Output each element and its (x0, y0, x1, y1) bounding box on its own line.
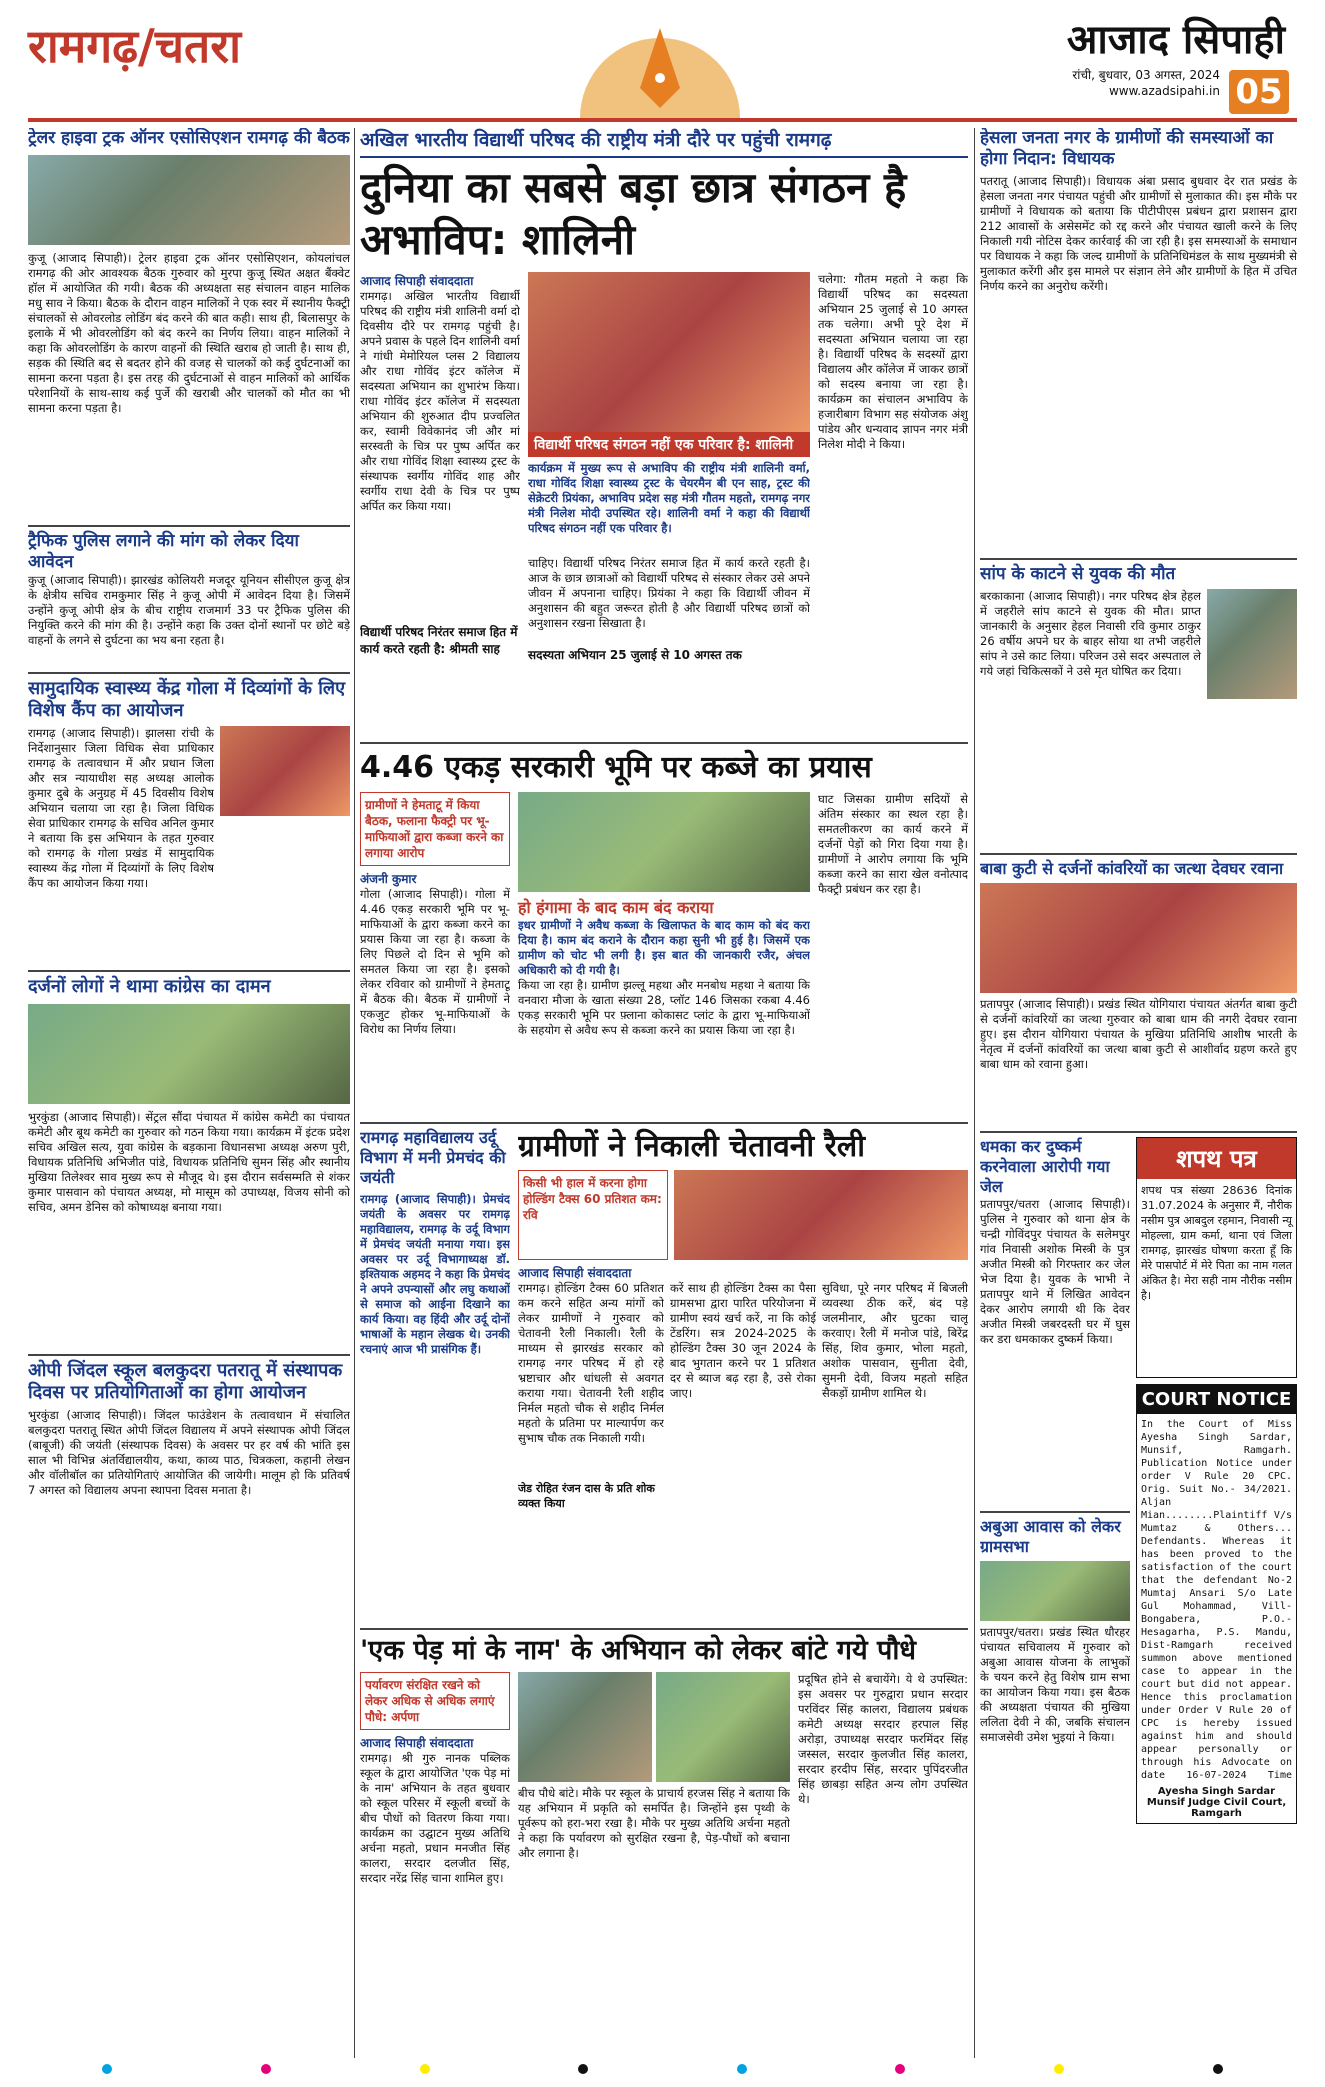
paper-name: आजाद सिपाही (1066, 16, 1285, 63)
photo-rally (674, 1170, 968, 1260)
header-rule (28, 118, 1297, 122)
black-dot-icon (578, 2064, 588, 2074)
column-left (28, 128, 350, 2058)
photo-abvp-event (528, 272, 810, 432)
tree-story (360, 1634, 968, 2054)
story-traffic-police (28, 531, 350, 668)
photo-gramsabha (980, 1561, 1130, 1621)
story-trailer-association (28, 128, 350, 521)
lead-headline: दुनिया का सबसे बड़ा छात्र संगठन है अभाविप: शालिनी (360, 163, 907, 264)
story-body: प्रतापपुर/चतरा। प्रखंड स्थित धौरहर पंचायत सचिवालय में गुरुवार को अबुआ आवास योजना के लाभुकों के चयन करने हेतु विशेष ग्राम सभा का आयोजन किया गया। इस बैठक की अध्यक्षता पंचायत की मुखिया ललिता देवी ने की, जबकि संचालन समाजसेवी उमेश भुइयां ने किया। (980, 1625, 1130, 1744)
photo-land (518, 792, 810, 892)
photo-plants-1 (518, 1672, 652, 1782)
story-body: कुजू (आजाद सिपाही)। ट्रेलर हाइवा ट्रक ऑनर एसोसिएशन, कोयलांचल रामगढ़ की ओर आवश्यक बैठक गुरुवार को मुरपा कुजू स्थित अक्षत बैंक्वेट हॉल में आयोजित की गयी। बैठक की अध्यक्षता सह संचालन वाहन मालिक मधु साव ने किया। बैठक के दौरान वाहन मालिकों ने एक स्वर में स्थानीय फैक्ट्री संचालकों से ओवरलोड लोडिंग बंद करने की बात कही। साथ ही, बिलासपुर के इलाके में भी ओवरलोडिंग को बंद करने का निर्णय लिया। वाहन मालिकों ने कहा कि ओवरलोडिंग के कारण वाहनों की स्थिति खराब हो जाती है। साथ ही, सड़क की स्थिति बद से बदतर होने की वजह से चालकों को कई दुर्घटनाओं का सामना करना पड़ता है। इस तरह की दुर्घटनाओं से वाहन मालिकों को आर्थिक परेशानियों के साथ-साथ कई पुर्जे की खराबी और चालकों को मौत का भी सामना करना पड़ता है। (28, 251, 350, 415)
affidavit-notice (1136, 1137, 1297, 1378)
story-health-camp (28, 678, 350, 966)
byline: आजाद सिपाही संवाददाता (360, 1736, 474, 1750)
story-body-mid: बीच पौधे बांटे। मौके पर स्कूल के प्राचार्य हरजस सिंह ने बताया कि यह अभियान में प्रकृति को समर्पित है। जिन्होंने इस पृथ्वी के पूर्वरूप को हरा-भरा रखा है। मौके पर मुख्य अतिथि अर्चना महतो ने कहा कि पर्यावरण को सुरक्षित रखना है, पेड़-पौधों को बचाना और लगाना है। (518, 1786, 790, 1860)
story-congress (28, 976, 350, 1350)
byline: आजाद सिपाही संवाददाता (518, 1266, 632, 1280)
headline: ट्रैफिक पुलिस लगाने की मांग को लेकर दिया आवेदन (28, 531, 299, 572)
black-dot-icon (1213, 2064, 1223, 2074)
headline: ओपी जिंदल स्कूल बलकुदरा पतरातू में संस्थापक दिवस पर प्रतियोगिताओं का होगा आयोजन (28, 1360, 343, 1403)
cyan-dot-icon (737, 2064, 747, 2074)
story-body: बरकाकाना (आजाद सिपाही)। नगर परिषद क्षेत्र हेहल में जहरीले सांप काटने से युवक की मौत। प्राप्त जानकारी के अनुसार हेहल निवासी रवि कुमार ठाकुर 26 वर्षीय अपने घर के बाहर सोया था तभी जहरीले सांप ने उसे काट लिया। परिजन उसे सदर अस्पताल ले गये जहां चिकित्सकों ने उसे मृत घोषित कर दिया। (980, 589, 1201, 678)
divider (980, 1131, 1297, 1133)
divider (360, 1122, 968, 1124)
subhead: विद्यार्थी परिषद निरंतर समाज हित में कार्य करते रहती है: श्रीमती साह (360, 625, 518, 656)
page-number: 05 (1229, 70, 1289, 114)
yellow-dot-icon (1054, 2064, 1064, 2074)
photo-caption: कार्यक्रम में मुख्य रूप से अभाविप की राष्ट्रीय मंत्री शालिनी वर्मा, राधा गोविंद शिक्षा स्वास्थ्य ट्रस्ट के चेयरमैन बी एन साह, ट्रस्ट की सेक्रेटरी प्रियंका, अभाविप प्रदेश सह मंत्री गौतम महतो, रामगढ़ नगर मंत्री निलेश मोदी उपस्थित रहे। शालिनी वर्मा ने कहा की विद्यार्थी परिषद संगठन नहीं एक परिवार है। (528, 461, 810, 535)
rally-headline: ग्रामीणों ने निकाली चेतावनी रैली (518, 1129, 866, 1164)
headline: हेसला जनता नगर के ग्रामीणों की समस्याओं का होगा निदान: विधायक (980, 128, 1274, 169)
story-body-right: चलेगा: गौतम महतो ने कहा कि विद्यार्थी परिषद का सदस्यता अभियान 25 जुलाई से 10 अगस्त तक चलेगा। अभी पूरे देश में सदस्यता अभियान चलाया जा रहा है। विद्यार्थी परिषद के सदस्यों द्वारा विद्यालय और कॉलेज में जाकर छात्रों को सदस्य बनाया जा रहा है। कार्यक्रम का संचालन अभाविप के हजारीबाग विभाग सह संयोजक अंशु पांडेय और धन्यवाद ज्ञापन नगर मंत्री निलेश मोदी ने किया। (818, 272, 968, 451)
story-body: रामगढ़ (आजाद सिपाही)। झालसा रांची के निर्देशानुसार जिला विधिक सेवा प्राधिकार रामगढ़ के तत्वावधान में और प्रधान जिला और सत्र न्यायाधीश सह अध्यक्ष आलोक कुमार दुबे के अनुग्रह में 45 दिवसीय विशेष अभियान चलाया जा रहा है। जिला विधिक सेवा प्राधिकार रामगढ़ के सचिव अनिल कुमार ने बताया कि इस अभियान के तहत गुरुवार को रामगढ़ के गोला प्रखंड में सामुदायिक स्वास्थ्य केंद्र गोला में दिव्यांगों के लिए विशेष कैंप का आयोजन किया गया। (28, 726, 214, 890)
magenta-dot-icon (261, 2064, 271, 2074)
divider (28, 970, 350, 972)
story-body: भुरकुंडा (आजाद सिपाही)। सेंट्रल सौंदा पंचायत में कांग्रेस कमेटी का पंचायत कमेटी और बूथ कमेटी का गुरुवार को गठन किया गया। कार्यक्रम में इंटक प्रदेश सचिव अखिल सत्य, युवा कांग्रेस के बड़काना विधानसभा अध्यक्ष अरुण पुरी, विधायक प्रतिनिधि अभिजीत पांडे, विधायक प्रतिनिधि सुमन सिंह और स्थानीय मुखिया तिलेश्वर साव मुख्य रूप से मौजूद थे। इस दौरान सर्वसम्मति से शंकर कुमार पासवान को पंचायत अध्यक्ष, मो मासूम को उपाध्यक्ष, विजय सोनी को सचिव, अमन डेनिस को कोषाध्यक्ष बनाया गया। (28, 1110, 350, 1214)
divider (980, 853, 1297, 855)
photo-kanwar (980, 883, 1297, 993)
court-notice (1136, 1384, 1297, 1824)
dateline: रांची, बुधवार, 03 अगस्त, 2024 (1072, 68, 1220, 82)
story-body: रामगढ़ (आजाद सिपाही)। प्रेमचंद जयंती के अवसर पर रामगढ़ महाविद्यालय, रामगढ़ के उर्दू विभाग में प्रेमचंद जयंती मनाया गया। इस अवसर पर उर्दू विभागाध्यक्ष डॉ. इश्तियाक अहमद ने कहा कि प्रेमचंद ने अपने उपन्यासों और लघु कथाओं से समाज को आईना दिखाने का कार्य किया। वह हिंदी और उर्दू दोनों भाषाओं के महान लेखक थे। उनकी रचनाएं आज भी प्रासंगिक हैं। (360, 1192, 510, 1356)
headline: सांप के काटने से युवक की मौत (980, 564, 1176, 584)
yellow-dot-icon (420, 2064, 430, 2074)
story-arrest (980, 1137, 1130, 1507)
college-story (360, 1128, 510, 1623)
rally-subhead: किसी भी हाल में करना होगा होल्डिंग टैक्स 60 प्रतिशत कम: रवि (518, 1170, 668, 1260)
photo-plants-2 (656, 1672, 790, 1782)
land-banner-caption: इधर ग्रामीणों ने अवैध कब्जा के खिलाफत के बाद काम को बंद करा दिया है। काम बंद कराने के दौरान कहा सुनी भी हुई है। जिसमें एक ग्रामीण को चोट भी लगी है। इस बात की जानकारी रजैर, अंचल अधिकारी को दी गयी है। (518, 918, 810, 977)
divider (980, 1511, 1130, 1513)
divider (28, 525, 350, 527)
photo-banner: विद्यार्थी परिषद संगठन नहीं एक परिवार है: शालिनी (528, 432, 810, 457)
land-banner: हो हंगामा के बाद काम बंद कराया (518, 898, 714, 917)
headline: बाबा कुटी से दर्जनों कांवरियों का जत्था देवघर रवाना (980, 859, 1284, 878)
rally-story (518, 1128, 968, 1623)
tree-headline: 'एक पेड़ मां के नाम' के अभियान को लेकर बांटे गये पौधे (360, 1635, 916, 1666)
story-body: प्रतापपुर (आजाद सिपाही)। प्रखंड स्थित योगियारा पंचायत अंतर्गत बाबा कुटी से दर्जनों कांवरियों का जत्था गुरुवार को बाबा धाम की नगरी देवघर रवाना हुए। इस दौरान योगियारा पंचायत के मुखिया प्रतिनिधि आशीष भारती के नेतृत्व में दर्जनों कांवरियों का जत्था बाबा कुटी से आशीर्वाद ग्रहण करते हुए बाबा धाम को रवाना हुआ। (980, 997, 1297, 1071)
story-body-right: प्रदूषित होने से बचायेंगे। ये थे उपस्थित: इस अवसर पर गुरुद्वारा प्रधान सरदार परविंदर सिंह कालरा, विद्यालय प्रबंधक कमेटी अध्यक्ष सरदार हरपाल सिंह अरोड़ा, उपाध्यक्ष सरदार फरमिंदर सिंह जस्सल, सरदार कुलजीत सिंह कालरा, सरदार हरदीप सिंह, सरदार पुपिंदरजीत सिंह छाबड़ा सहित अन्य लोग उपस्थित थे। (798, 1672, 968, 1806)
photo-meeting (28, 155, 350, 245)
headline: दर्जनों लोगों ने थामा कांग्रेस का दामन (28, 976, 271, 997)
story-abua-awas (980, 1517, 1130, 1865)
kicker: अखिल भारतीय विद्यार्थी परिषद की राष्ट्रीय मंत्री दौरे पर पहुंची रामगढ़ (360, 129, 832, 151)
court-notice-title: COURT NOTICE (1137, 1385, 1296, 1414)
divider (980, 558, 1297, 560)
headline: सामुदायिक स्वास्थ्य केंद्र गोला में दिव्यांगों के लिए विशेष कैंप का आयोजन (28, 678, 346, 721)
byline: आजाद सिपाही संवाददाता (360, 274, 474, 288)
cyan-dot-icon (102, 2064, 112, 2074)
headline: ट्रेलर हाइवा ट्रक ऑनर एसोसिएशन रामगढ़ की बैठक (28, 128, 350, 148)
affidavit-title: शपथ पत्र (1137, 1138, 1296, 1179)
membership-drive: सदस्यता अभियान 25 जुलाई से 10 अगस्त तक (528, 648, 742, 662)
story-body-right: सुविधा, पूरे नगर परिषद में बिजली व्यवस्था ठीक करें, बंद पड़े जलमीनार, और घुटका चालू करवाए। रैली में मनोज पांडे, बिरेंद्र सिंह, शिव कुमार, भोला महतो, अशोक पासवान, सुनीता देवी, सुमनी देवी, विजय महतो सहित सैकड़ों ग्रामीण शामिल थे। (822, 1281, 968, 1400)
divider (360, 742, 968, 744)
column-divider (974, 128, 975, 2058)
registration-marks (28, 2062, 1297, 2076)
divider (28, 1354, 350, 1356)
photo-victim (1207, 589, 1297, 699)
center-lead-story (360, 128, 968, 738)
story-body-mid: किया जा रहा है। ग्रामीण झल्लू महथा और मनबोध महथा ने बताया कि वनवारा मौजा के खाता संख्या 28, प्लॉट 146 जिसका रकबा 4.46 एकड़ सरकारी भूमि पर फ़्लाना कोकासट प्लांट के द्वारा भू-माफियाओं के सहयोग से अवैध रूप से कब्जा करने का प्रयास किया जा रहा है। (518, 978, 810, 1037)
headline: धमका कर दुष्कर्म करनेवाला आरोपी गया जेल (980, 1137, 1110, 1196)
story-snake (980, 564, 1297, 849)
story-body: गोला (आजाद सिपाही)। गोला में 4.46 एकड़ सरकारी भूमि पर भू-माफियाओं के द्वारा कब्जा करने का प्रयास किया जा रहा है। कब्जा के लिए पिछले दो दिन से भूमि को समतल किया जा रहा है। इसको लेकर रविवार को ग्रामीणों ने हेमताटू में बैठक की। बैठक में ग्रामीणों ने एकजुट होकर भू-माफियाओं के विरोध का निर्णय लिया। (360, 887, 510, 1036)
headline: रामगढ़ महाविद्यालय उर्दू विभाग में मनी प्रेमचंद की जयंती (360, 1128, 506, 1187)
land-subhead: ग्रामीणों ने हेमताटू में किया बैठक, फलाना फैक्ट्री पर भू-माफियाओं द्वारा कब्जा करने का लगाया आरोप (360, 792, 510, 866)
photo-camp (220, 726, 350, 816)
land-encroachment-story (360, 748, 968, 1118)
court-notice-body: In the Court of Miss Ayesha Singh Sardar, Munsif, Ramgarh. Publication Notice under order V Rule 20 CPC. Orig. Suit No.- 34/2021. Aljan Mian........Plaintiff V/s Mumtaz & Others... Defendants. Whereas it has been proved to the satisfaction of the court that the defendant No-2 Mumtaj Ansari S/o Late Gul Mohammad, Vill-Bongabera, P.O.-Hesagarha, P.S. Mandu, Dist-Ramgarh received summon above mentioned case to appear in the court but did not appear. Hence this proclamation under Order V Rule 20 of CPC is hereby issued against him and should appear personally or through his Advocate on date 16-07-2024 Time (1141, 1419, 1292, 1781)
divider (360, 1628, 968, 1630)
story-mla (980, 128, 1297, 554)
column-right (980, 128, 1297, 2058)
story-body: रामगढ़। होल्डिंग टैक्स 60 प्रतिशत कम करने सहित अन्य मांगों को लेकर ग्रामीणों ने गुरुवार को चेतावनी रैली निकाली। रैली के माध्यम से झारखंड सरकार को रामगढ़ नगर परिषद में हो रहे भ्रष्टाचार और धांधली से अवगत कराया गया। चेतावनी रैली शहीद निर्मल महतो चौक से शहीद निर्मल महतो के प्रतिमा पर माल्यार्पण कर सुभाष चौक तक निकाली गयी। (518, 1281, 664, 1445)
story-body-mid: करें साथ ही होल्डिंग टैक्स का पैसा ग्रामसभा द्वारा पारित परियोजना में ग्रामीण स्वयं खर्च करें, ना कि कोई टेंडरिंग। सत्र 2024-2025 के होल्डिंग टैक्स 30 जून 2024 के बाद भुगतान करने पर 1 प्रतिशत दर से ब्याज बढ़ रहा है, उसे रोका जाए। (670, 1281, 816, 1400)
divider (28, 672, 350, 674)
column-divider (354, 128, 355, 2058)
pen-nib-icon (560, 8, 760, 118)
story-body-mid: चाहिए। विद्यार्थी परिषद निरंतर समाज हित में कार्य करते रहती है। आज के छात्र छात्राओं को विद्यार्थी परिषद से संस्कार लेकर उसे अपने जीवन में अपनाना चाहिए। प्रियंका ने कहा कि विद्यार्थी जीवन में अनुशासन की बहुत जरूरत होती है और विद्यार्थी परिषद छात्रों को अनुशासन रखना सिखाता है। (528, 556, 810, 630)
story-body-right: घाट जिसका ग्रामीण सदियों से अंतिम संस्कार का स्थल रहा है। समतलीकरण का कार्य करने में दर्जनों पेड़ों को गिरा दिया गया है। ग्रामीणों ने आरोप लगाया कि भूमि कब्जा करने का सारा खेल वनोत्पाद फैक्ट्री प्रबंधन कर रहा है। (818, 792, 968, 896)
land-headline: 4.46 एकड़ सरकारी भूमि पर कब्जे का प्रयास (360, 750, 872, 785)
tree-subhead: पर्यावरण संरक्षित रखने को लेकर अधिक से अधिक लगाएं पौधे: अर्पणा (360, 1672, 510, 1730)
story-body: रामगढ़। अखिल भारतीय विद्यार्थी परिषद की राष्ट्रीय मंत्री शालिनी वर्मा दो दिवसीय दौरे पर रामगढ़ पहुंची है। अपने प्रवास के पहले दिन शालिनी वर्मा ने गांधी मेमोरियल प्लस 2 विद्यालय और राधा गोविंद इंटर कॉलेज में सदस्यता अभियान का शुभारंभ किया। राधा गोविंद इंटर कॉलेज में सदस्यता अभियान की शुरुआत दीप प्रज्वलित कर, स्वामी विवेकानंद जी और मां सरस्वती के चित्र पर पुष्प अर्पित कर और राधा गोविंद शिक्षा स्वास्थ्य ट्रस्ट के संस्थापक स्वर्गीय गोविंद शाह और स्वर्गीय राधा देवी के चित्र पर पुष्प अर्पित कर किया गया। (360, 289, 520, 513)
subhead: जेड रोहित रंजन दास के प्रति शोक व्यक्त किया (518, 1482, 655, 1510)
story-body: पतरातू (आजाद सिपाही)। विधायक अंबा प्रसाद बुधवार देर रात प्रखंड के हेसला जनता नगर पंचायत पहुंची और ग्रामीणों से मुलाकात की। इस मौके पर ग्रामीणों ने विधायक को बताया कि पीटीपीएस प्रबंधन द्वारा प्रशासन द्वारा 212 आवासों के असेसमेंट को रद्द करने और पंचायत खाली करने के लिए निकाली गयी नोटिस देकर कार्रवाई की जा रही है। इस समस्याओं के समाधान पर विधायक ने कहा कि जल्द ग्रामीणों के प्रतिनिधिमंडल के साथ मुख्यमंत्री से मुलाकात करेंगी और इस मामले पर संज्ञान लेने और ग्रामीणों के हित में उचित निर्णय करने का अनुरोध करेंगी। (980, 174, 1297, 293)
affidavit-body: शपथ पत्र संख्या 28636 दिनांक 31.07.2024 के अनुसार मैं, नौरीक नसीम पुत्र आबदुल रहमान, निवासी न्यू मोहल्ला, ग्राम कर्मा, थाना एवं जिला रामगढ़, झारखंड घोषणा करता हूँ कि मेरे पासपोर्ट में मेरे पिता का नाम गलत अंकित है। मेरा सही नाम नौरीक नसीम है। (1141, 1184, 1292, 1302)
story-body: भुरकुंडा (आजाद सिपाही)। जिंदल फाउंडेशन के तत्वावधान में संचालित बलकुदरा पतरातू स्थित ओपी जिंदल विद्यालय में अपने संस्थापक ओपी जिंदल (बाबूजी) की जयंती (संस्थापक दिवस) के अवसर पर हर वर्ष की भांति इस साल भी विभिन्न अंतर्विद्यालयीय, कथा, काव्य पाठ, चित्रकला, कहानी लेखन और वॉलीबॉल का प्रतियोगिताएं आयोजित की जायेगी। मालूम हो कि प्रतिवर्ष 7 अगस्त को विद्यालय अपना स्थापना दिवस मनाता है। (28, 1408, 350, 1497)
story-jindal-school (28, 1360, 350, 1698)
story-body: कुजू (आजाद सिपाही)। झारखंड कोलियरी मजदूर यूनियन सीसीएल कुजू क्षेत्र के क्षेत्रीय सचिव रामकुमार सिंह ने कुजू ओपी में आवेदन दिया है। जिसमें उन्होंने कुजू ओपी क्षेत्र के बीच राष्ट्रीय राजमार्ग 33 पर ट्रैफिक पुलिस की नियुक्ति करने की मांग की है। उन्होंने कहा कि उक्त दोनों स्थानों पर छोटे बड़े वाहनों के लगने से दुर्घटना का भय बना रहता है। (28, 573, 350, 647)
website-link[interactable]: www.azadsipahi.in (1108, 84, 1220, 98)
story-kanwar (980, 859, 1297, 1127)
photo-congress (28, 1004, 350, 1104)
section-title: रामगढ़/चतरा (28, 19, 241, 73)
magenta-dot-icon (895, 2064, 905, 2074)
reporter: अंजनी कुमार (360, 872, 417, 886)
headline: अबुआ आवास को लेकर ग्रामसभा (980, 1517, 1121, 1556)
story-body: प्रतापपुर/चतरा (आजाद सिपाही)। पुलिस ने गुरुवार को थाना क्षेत्र के चन्द्री गोविंदपुर पंचायत के सलेमपुर गांव निवासी अशोक मिस्त्री के पुत्र अजीत मिस्त्री को गिरफ्तार कर जेल भेज दिया है। युवक के भाभी ने प्रतापपुर थाने में लिखित आवेदन देकर आरोप लगायी थी कि देवर अजीत मिस्त्री जबरदस्ती घर में घुस कर डरा धमकाकर दुष्कर्म किया। (980, 1197, 1130, 1346)
court-notice-signature: Ayesha Singh Sardar Munsif Judge Civil Court, Ramgarh (1146, 1786, 1287, 1819)
story-body: रामगढ़। श्री गुरु नानक पब्लिक स्कूल के द्वारा आयोजित 'एक पेड़ मां के नाम' अभियान के तहत बुधवार को स्कूल परिसर में स्कूली बच्चों के बीच पौधों को वितरण किया गया। कार्यक्रम का उद्घाटन मुख्य अतिथि अर्चना महतो, प्रधान मनजीत सिंह कालरा, सरदार दलजीत सिंह, सरदार नरेंद्र सिंह चाना शामिल हुए। (360, 1751, 510, 1885)
